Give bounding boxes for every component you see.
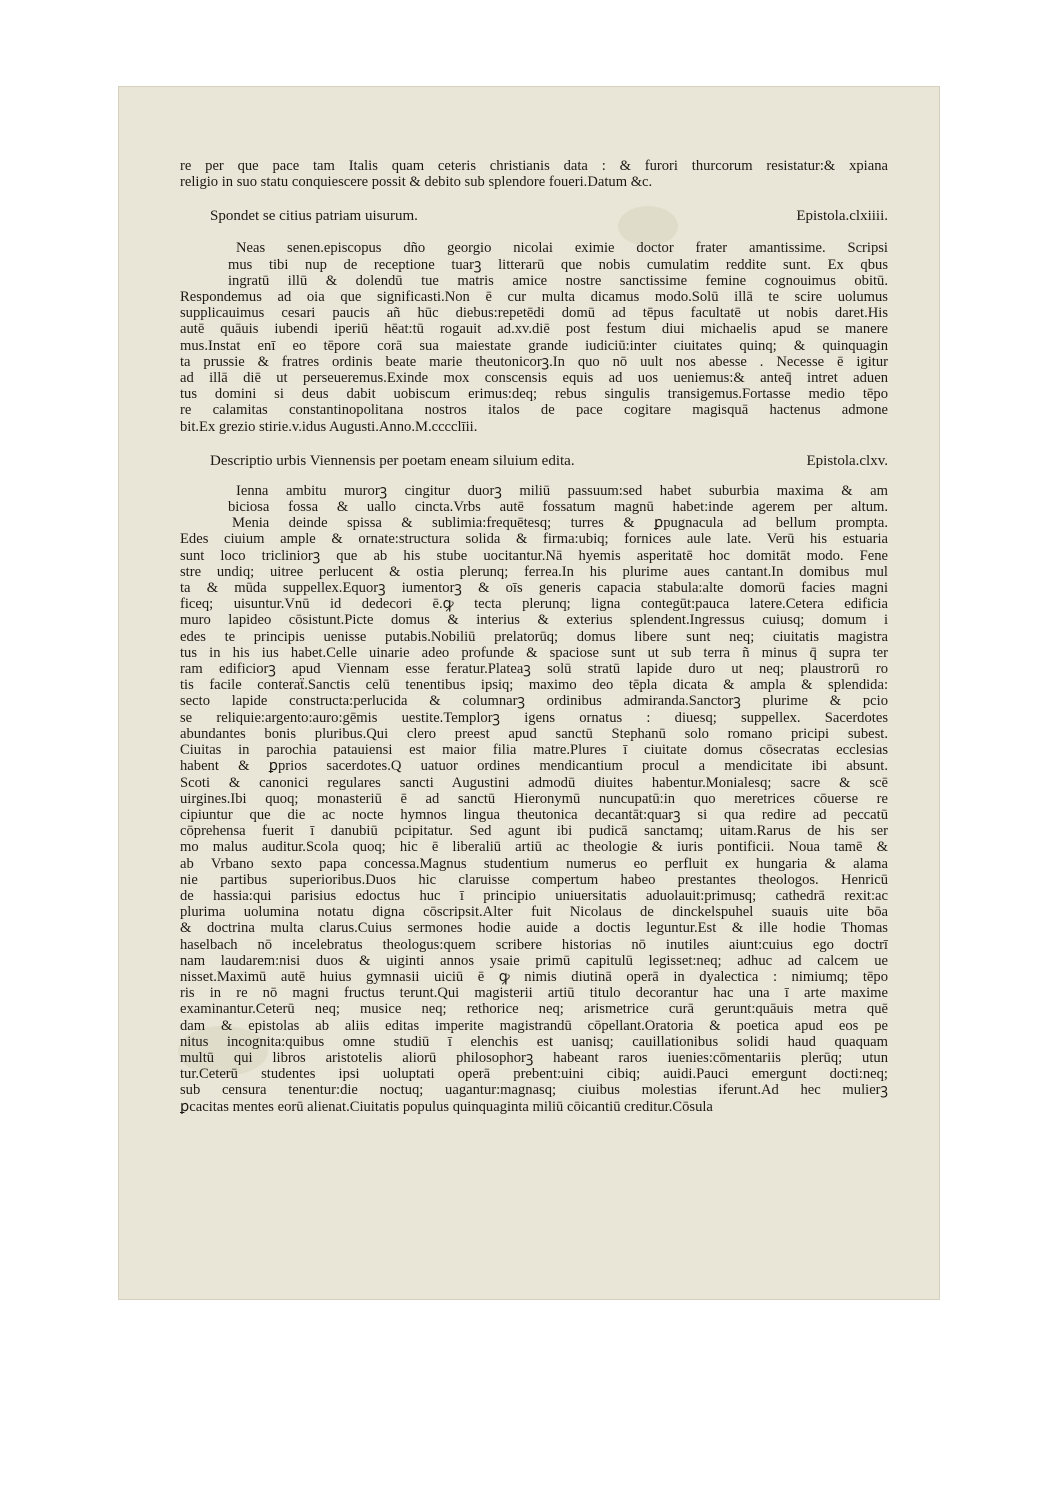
text-line: ad illā diē ut perseueremus.Exinde mox conscensis equis ad uos ueniemus:& anteq̄ intret aduen bbox=[180, 370, 888, 387]
text-line: sunt loco tricliniorꝫ que ab his stube uocitantur.Nā hyemis asperitatē hoc domitāt modo. Fene bbox=[180, 547, 888, 564]
text-line: abundantes bonis pluribus.Qui clero preest apud sanctū Stephanū solo romano pricipi subest. bbox=[180, 725, 888, 742]
letter-1-number: Epistola.clxiiii. bbox=[796, 208, 888, 225]
letter-1-summary: Spondet se citius patriam uisurum. bbox=[210, 208, 418, 225]
text-line: & doctrina multa clarus.Cuius sermones hodie auide a doctis leguntur.Est & ille hodie Thomas bbox=[180, 920, 888, 937]
text-line: Respondemus ad oia que significasti.Non ē cur multa dicamus modo.Solū illā te scire uolumus bbox=[180, 289, 888, 306]
text-line: tis facile conteraẗ.Sanctis celū tenentibus ipsiq; maximo deo tēpla dicata & ampla & splendida: bbox=[180, 677, 888, 694]
text-line: Menia deinde spissa & sublimia:frequētesq; turres & ꝑpugnacula ad bellum prompta. bbox=[232, 515, 888, 532]
opening-passage bbox=[180, 158, 888, 190]
text-line: tur.Ceterū studentes ipsi uoluptati operā prebent:uini cibiq; auidi.Pauci emergunt docti:neq; bbox=[180, 1066, 888, 1083]
text-line: supplicauimus cesari paucis añ hūc diebus:repetēdi domū ad tēpus facultatē ut nobis daret.His bbox=[180, 305, 888, 322]
text-line: ris in re nō magni fructus terunt.Qui magisterii artiū titulo decorantur hac una ī arte maxime bbox=[180, 985, 888, 1002]
text-line: Ciuitas in parochia patauiensi est maior filia matre.Plures ī ciuitate domus cōsecratas ecclesias bbox=[180, 742, 888, 759]
text-line: re per que pace tam Italis quam ceteris christianis data : & furori thurcorum resistatur:& xpiana bbox=[180, 158, 888, 174]
text-line: uirgines.Ibi quoq; monasteriū ē ad sanctū Hieronymū nuncupatū:in quo meretrices cōuerse re bbox=[180, 790, 888, 807]
text-line: Ienna ambitu murorꝫ cingitur duorꝫ miliū passuum:sed habet suburbia maxima & am bbox=[236, 482, 888, 499]
text-line: nam laudarem:nisi duos & uiginti annos ysaie primū capitulū legisset:neq; adhuc ad calcem ue bbox=[180, 952, 888, 969]
text-line: tus in his ius habet.Celle uinarie adeo profunde & spaciose sunt ut sub terra ñ minus q̄ supra ter bbox=[180, 644, 888, 661]
text-line: ta & mūda suppellex.Equorꝫ iumentorꝫ & oīs generis capacia stabula:alte domorū facies magni bbox=[180, 580, 888, 597]
text-line: multū qui libros aristotelis aliorū philosophorꝫ habeant raros iuenies:cōmentariis plerūq; utun bbox=[180, 1049, 888, 1066]
text-line: se reliquie:argento:auro:gēmis uestite.Templorꝫ igens ornatus : diuesq; suppellex. Sacerdotes bbox=[180, 709, 888, 726]
letter-2-body bbox=[180, 483, 888, 1115]
text-line: haselbach nō incelebratus theologus:quem scribere historias nō inutiles aiunt:cuius ego doctrī bbox=[180, 936, 888, 953]
text-line: ingratū illū & dolendū tue matris amice nostre sanctissime femine cognouimus obitū. bbox=[228, 272, 888, 289]
letter-2-summary: Descriptio urbis Viennensis per poetam eneam siluium edita. bbox=[210, 452, 575, 469]
text-line: ram edificiorꝫ apud Viennam esse feratur.Plateaꝫ solū stratū lapide duro ut neq; plaustrorū ro bbox=[180, 661, 888, 678]
text-line: de hassia:qui parisius edoctus huc ī principio uniuersitatis aduolauit:primusq; cathedrā rexit:ac bbox=[180, 887, 888, 904]
text-line: dam & epistolas ab aliis editas imperite magistrandū cōpellant.Oratoria & poetica apud eos pe bbox=[180, 1017, 888, 1034]
text-line: tus domini si deus dabit uobiscum erimus:deq; rebus singulis transigemus.Fortasse medio tēpo bbox=[180, 386, 888, 403]
text-line: nitus incognita:quibus omne studiū ī elenchis est uanisq; cauillationibus solidi haud quaquam bbox=[180, 1033, 888, 1050]
text-line: Neas senen.episcopus dño georgio nicolai eximie doctor frater amantissime. Scripsi bbox=[236, 240, 888, 257]
text-line: habent & ꝑprios sacerdotes.Q uatuor ordines mendicantium procul a mendicitate ibi absunt. bbox=[180, 758, 888, 775]
text-line: Edes ciuium ample & ornate:structura solida & firma:ubiq; fornices aule late. Verū his estuaria bbox=[180, 531, 888, 548]
text-block bbox=[180, 158, 888, 1115]
text-line: ficeq; uisuntur.Vnū id dedecori ē.ꝙ tecta plerunq; ligna contegūt:pauca latere.Cetera edificia bbox=[180, 596, 888, 613]
text-line: bit.Ex grezio stirie.v.idus Augusti.Anno.M.cccclīii. bbox=[180, 418, 478, 435]
letter-1-heading bbox=[180, 206, 888, 226]
text-line: cipiuntur que die ac nocte hymnos lingua theutonica decantāt:quarꝫ si qua redire ad peccatū bbox=[180, 806, 888, 823]
text-line: mus.Instat enī eo tēpore corā sua maiestate grande iudiciū:inter ciuitates quinq; & quinquagin bbox=[180, 337, 888, 354]
text-line: cōprehensa fuerit ī danubiū pcipitatur. Sed agunt ibi pudicā sanctamq; uitam.Rarus de his ser bbox=[180, 823, 888, 840]
text-line: nie partibus superioribus.Duos hic claruisse compertum habeo prestantes theologos. Henricū bbox=[180, 871, 888, 888]
text-line: Scoti & canonici regulares sancti Augustini admodū diuites habentur.Monialesq; sacre & scē bbox=[180, 774, 888, 791]
text-line: biciosa fossa & uallo cincta.Vrbs autē fossatum magnū habet:inde agerem per altum. bbox=[228, 499, 888, 516]
text-line: ab Vrbano sexto papa concessa.Magnus studentium numerus eo perfluit ex hungaria & alama bbox=[180, 855, 888, 872]
text-line: examinantur.Ceterū neq; musice neq; rethorice neq; arismetrice curā gerunt:quāuis metra quē bbox=[180, 1001, 888, 1018]
text-line: autē quāuis iubendi iperiū hēat:tū rogauit ad.xv.diē post festum diui michaelis apud se manere bbox=[180, 321, 888, 338]
text-line: religio in suo statu conquiescere possit & debito sub splendore foueri.Datum &c. bbox=[180, 174, 653, 191]
text-line: secto lapide constructa:perlucida & columnarꝫ ordinibus admiranda.Sanctorꝫ plurime & pcio bbox=[180, 693, 888, 710]
text-line: ꝑcacitas mentes eorū alienat.Ciuitatis populus quinquaginta miliū cōicantiū creditur.Cōsula bbox=[180, 1098, 713, 1115]
book-page bbox=[118, 86, 940, 1300]
letter-2-heading bbox=[180, 451, 888, 471]
text-line: nisset.Maximū autē huius gymnasii uiciū ē ꝙ nimis diutinā operā in dyalectica : nimiumq; tēpo bbox=[180, 968, 888, 985]
text-line: muro lapideo cōsistunt.Picte domus & interius & exterius splendent.Ingressus cuiusq; domum i bbox=[180, 612, 888, 629]
text-line: re calamitas constantinopolitana nostros italos de pace cogitare magisquā hactenus admone bbox=[180, 402, 888, 419]
text-line: edes te principis uenisse putabis.Nobiliū prelatorūq; domus libere sunt neq; ciuitatis magistra bbox=[180, 628, 888, 645]
text-line: mus tibi nup de receptione tuarꝫ litterarū que nobis cumulatim reddite sunt. Ex qbus bbox=[228, 256, 888, 273]
text-line: sub censura tenentur:die noctuq; uagantur:magnasq; ciuibus molestias iferunt.Ad hec mulierꝫ bbox=[180, 1082, 888, 1099]
text-line: mo malus auditur.Scola quoq; hic ē liberaliū artiū ac theologie & iuris pontificii. Noua tamē & bbox=[180, 839, 888, 856]
text-line: stre undiq; uitree perlucent & ostia plerunq; ferrea.In his plurime aues cantant.In domibus mul bbox=[180, 563, 888, 580]
letter-1-body bbox=[180, 240, 888, 434]
text-line: plurima uolumina notatu digna cōscripsit.Alter fuit Nicolaus de dinckelspuhel suauis uite bōa bbox=[180, 904, 888, 921]
letter-2-number: Epistola.clxv. bbox=[806, 452, 888, 469]
text-line: ta prussie & fratres ordinis beate marie theutonicorꝫ.In quo nō uult nos abesse . Necesse ē igitur bbox=[180, 353, 888, 370]
